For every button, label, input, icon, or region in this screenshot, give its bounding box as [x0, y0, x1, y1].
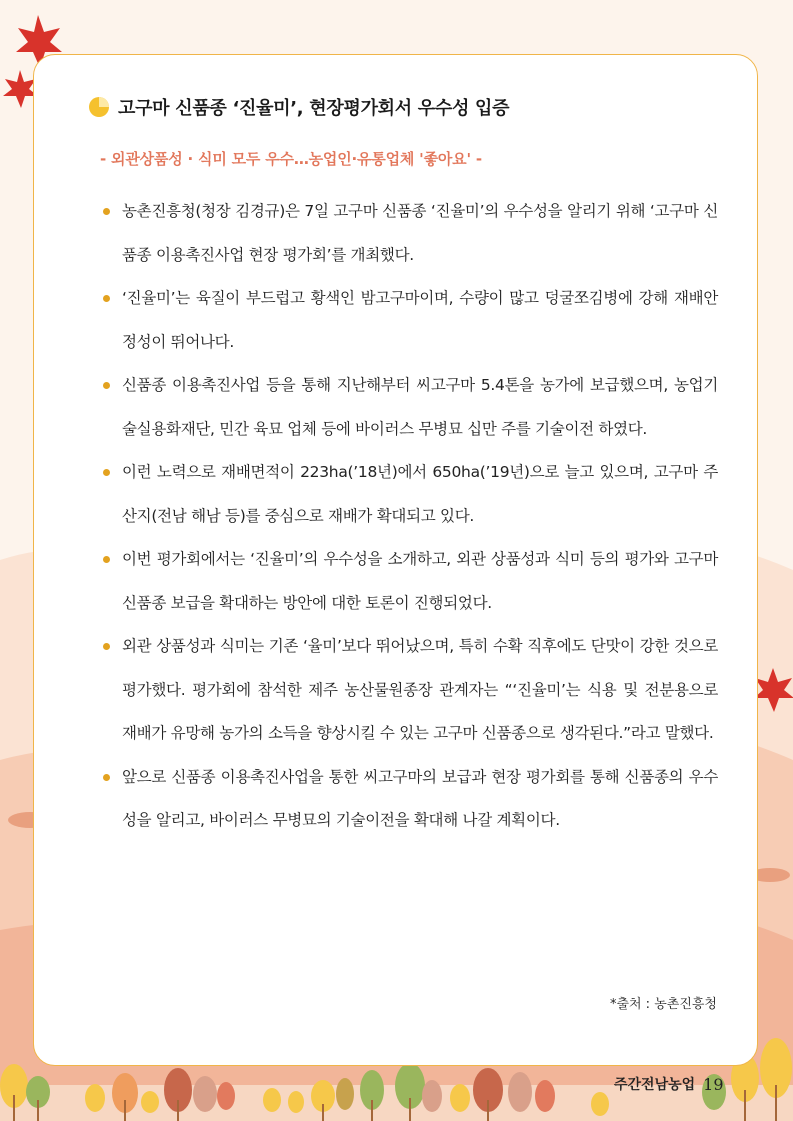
bullet-dot-icon: [103, 643, 110, 650]
bullet-text: 외관 상품성과 식미는 기존 ‘율미’보다 뛰어났으며, 특히 수확 직후에도 단맛이 강한 것으로 평가했다. 평가회에 참석한 제주 농산물원종장 관계자는 “‘진율미’는 식용 및 전분용으로 재배가 유망해 농가의 소득을 향상시킬 수 있는 고구마 신품종으로 생각된다.”라고 말했다.: [122, 637, 718, 742]
bullet-dot-icon: [103, 469, 110, 476]
bullet-dot-icon: [103, 556, 110, 563]
bullet-dot-icon: [103, 774, 110, 781]
article-subtitle: - 외관상품성 · 식미 모두 우수…농업인·유통업체 '좋아요' -: [100, 150, 482, 168]
bullet-dot-icon: [103, 382, 110, 389]
page-number: 19: [703, 1074, 724, 1094]
publication-name: 주간전남농업: [614, 1077, 696, 1093]
article-title: 고구마 신품종 ‘진율미’, 현장평가회서 우수성 입증: [118, 98, 510, 119]
list-item: [100, 538, 718, 625]
list-item: [100, 190, 718, 277]
page-footer: [614, 1074, 724, 1094]
list-item: [100, 364, 718, 451]
bullet-text: 이번 평가회에서는 ‘진율미’의 우수성을 소개하고, 외관 상품성과 식미 등의 평가와 고구마 신품종 보급을 확대하는 방안에 대한 토론이 진행되었다.: [122, 550, 718, 612]
article-bullet-list: [100, 190, 718, 843]
pie-bullet-icon: [88, 96, 110, 118]
bullet-text: 신품종 이용촉진사업 등을 통해 지난해부터 씨고구마 5.4톤을 농가에 보급했으며, 농업기술실용화재단, 민간 육묘 업체 등에 바이러스 무병묘 십만 주를 기술이전 하였다.: [122, 376, 718, 438]
bullet-text: 농촌진흥청(청장 김경규)은 7일 고구마 신품종 ‘진율미’의 우수성을 알리기 위해 ‘고구마 신품종 이용촉진사업 현장 평가회’를 개최했다.: [122, 202, 718, 264]
list-item: [100, 277, 718, 364]
bullet-dot-icon: [103, 208, 110, 215]
list-item: [100, 451, 718, 538]
bullet-text: 앞으로 신품종 이용촉진사업을 통한 씨고구마의 보급과 현장 평가회를 통해 신품종의 우수성을 알리고, 바이러스 무병묘의 기술이전을 확대해 나갈 계획이다.: [122, 767, 718, 829]
bullet-text: ‘진율미’는 육질이 부드럽고 황색인 밤고구마이며, 수량이 많고 덩굴쪼김병에 강해 재배안정성이 뛰어나다.: [122, 289, 718, 351]
bullet-text: 이런 노력으로 재배면적이 223ha(’18년)에서 650ha(’19년)으로 늘고 있으며, 고구마 주산지(전남 해남 등)를 중심으로 재배가 확대되고 있다.: [122, 463, 718, 525]
article-header: [88, 94, 509, 120]
source-credit: *출처 : 농촌진흥청: [609, 997, 717, 1012]
list-item: [100, 756, 718, 843]
list-item: [100, 625, 718, 756]
bullet-dot-icon: [103, 295, 110, 302]
